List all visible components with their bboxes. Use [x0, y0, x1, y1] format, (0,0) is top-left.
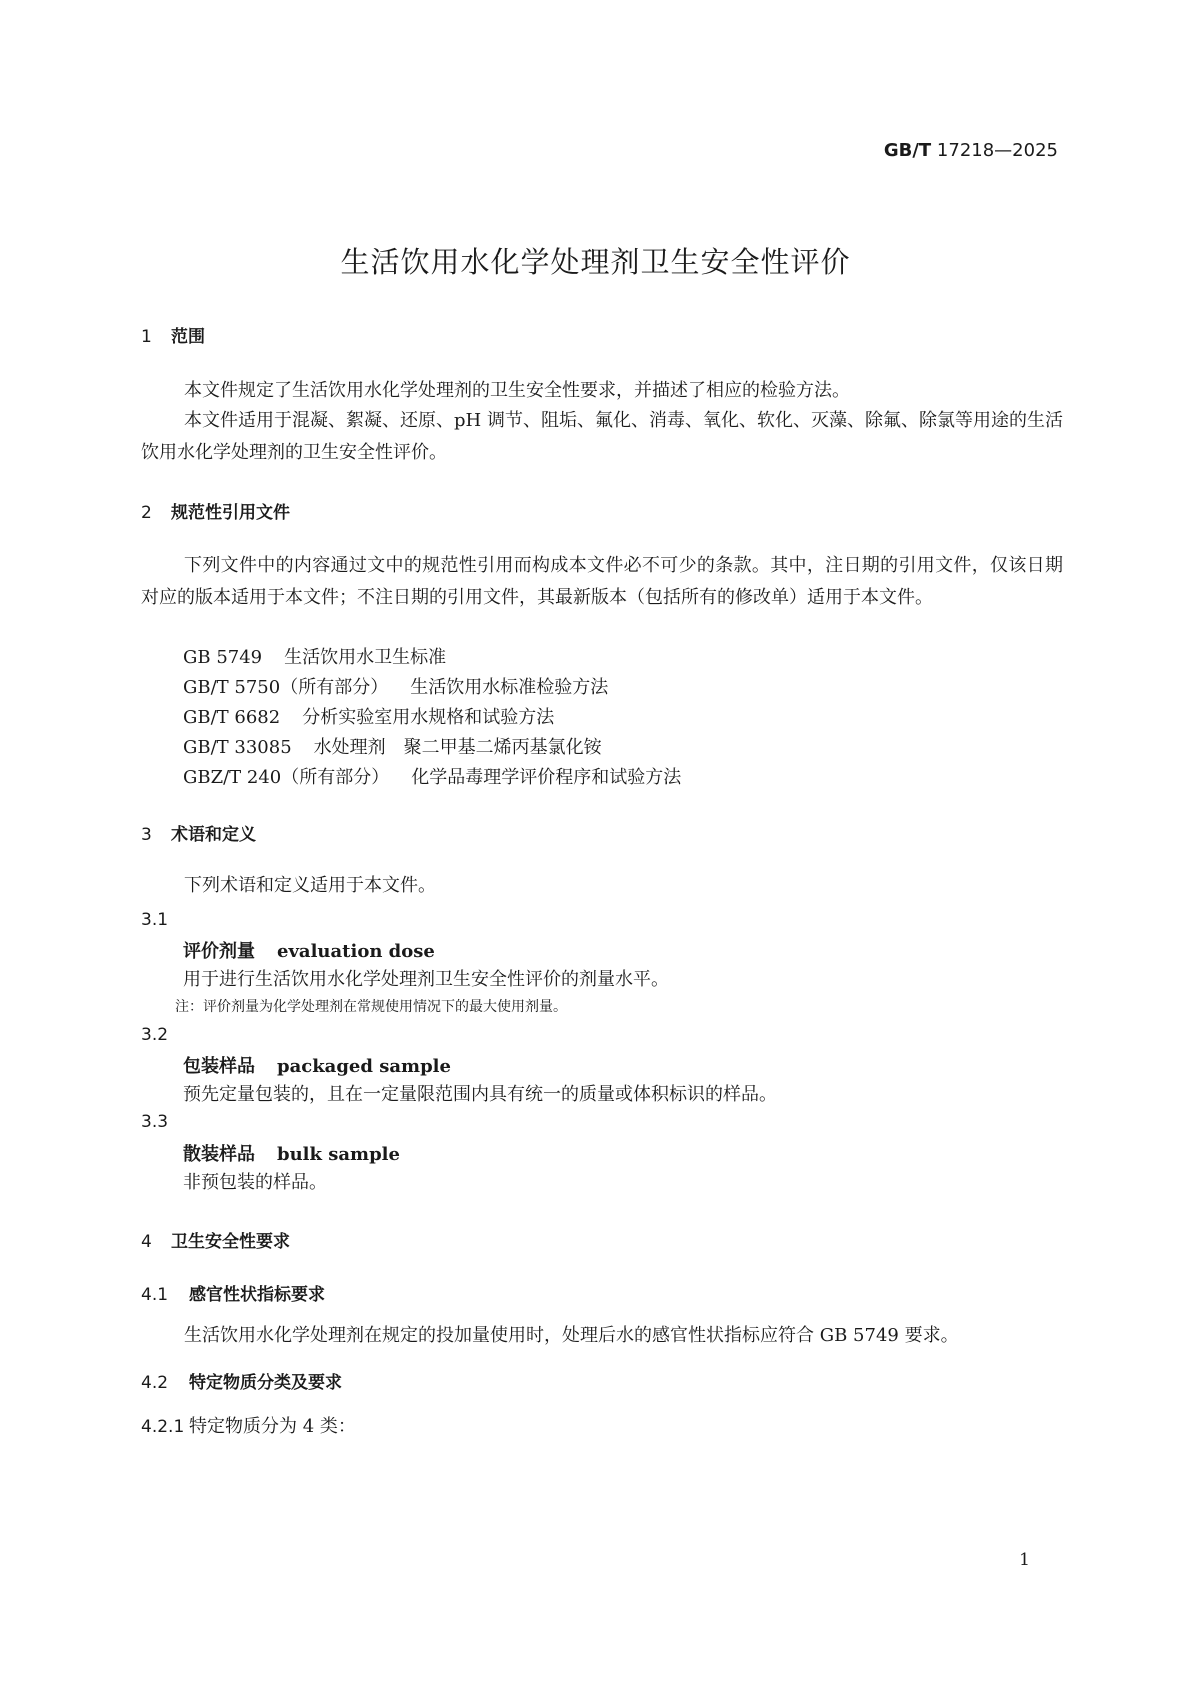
- term-name-cn: 包装样品: [183, 1056, 255, 1077]
- reference-item: [183, 643, 446, 669]
- section-2-paragraph-1: 下列文件中的内容通过文中的规范性引用而构成本文件必不可少的条款。其中，注日期的引用文件，仅该日期对应的版本适用于本文件；不注日期的引用文件，其最新版本（包括所有的修改单）适用于本文件。: [141, 555, 1063, 608]
- reference-code: GB/T 5750（所有部分）: [183, 677, 389, 698]
- reference-title: 分析实验室用水规格和试验方法: [302, 707, 555, 728]
- document-title: 生活饮用水化学处理剂卫生安全性评价: [340, 245, 851, 279]
- section-2-heading: [141, 498, 290, 523]
- section-1-paragraph-1: 本文件规定了生活饮用水化学处理剂的卫生安全性要求，并描述了相应的检验方法。: [184, 380, 850, 401]
- term-definition: 用于进行生活饮用水化学处理剂卫生安全性评价的剂量水平。: [183, 969, 669, 990]
- subsection-number: 4.2: [141, 1373, 169, 1393]
- term-definition: 非预包装的样品。: [183, 1172, 327, 1193]
- reference-item: [183, 733, 602, 759]
- section-title: 卫生安全性要求: [171, 1232, 290, 1252]
- term-name-en: packaged sample: [277, 1056, 451, 1077]
- term-note: 注：评价剂量为化学处理剂在常规使用情况下的最大使用剂量。: [175, 999, 567, 1015]
- term-name: [183, 937, 435, 963]
- section-3-heading: [141, 820, 256, 845]
- term-name: [183, 1140, 400, 1166]
- clause-text: 特定物质分为 4 类：: [189, 1416, 356, 1437]
- reference-item: [183, 673, 608, 699]
- term-name-cn: 散装样品: [183, 1144, 255, 1165]
- section-number: 2: [141, 503, 152, 523]
- term-number: 3.1: [141, 910, 169, 930]
- reference-title: 化学品毒理学评价程序和试验方法: [411, 767, 682, 788]
- term-definition: 预先定量包装的，且在一定量限范围内具有统一的质量或体积标识的样品。: [183, 1084, 777, 1105]
- subsection-title: 感官性状指标要求: [189, 1285, 325, 1305]
- section-1-paragraph-2: 本文件适用于混凝、絮凝、还原、pH 调节、阻垢、氟化、消毒、氧化、软化、灭藻、除氟、除氯等用途的生活饮用水化学处理剂的卫生安全性评价。: [141, 410, 1063, 463]
- section-number: 3: [141, 825, 152, 845]
- reference-code: GB/T 33085: [183, 737, 292, 758]
- section-4-heading: [141, 1227, 290, 1252]
- standard-code-number: 17218—2025: [936, 140, 1058, 161]
- section-number: 1: [141, 327, 152, 347]
- page-number: 1: [1019, 1550, 1030, 1570]
- subsection-title: 特定物质分类及要求: [189, 1373, 342, 1393]
- subsection-4-1-heading: [141, 1280, 325, 1305]
- subsection-4-1-paragraph: 生活饮用水化学处理剂在规定的投加量使用时，处理后水的感官性状指标应符合 GB 5749 要求。: [184, 1325, 959, 1346]
- subsection-number: 4.1: [141, 1285, 169, 1305]
- clause-number: 4.2.1: [141, 1417, 185, 1437]
- section-number: 4: [141, 1232, 152, 1252]
- term-name-en: bulk sample: [277, 1144, 400, 1165]
- section-3-intro: 下列术语和定义适用于本文件。: [184, 875, 436, 896]
- reference-title: 生活饮用水标准检验方法: [410, 677, 609, 698]
- standard-code: [884, 140, 1058, 161]
- term-name: [183, 1052, 451, 1078]
- reference-title: 生活饮用水卫生标准: [284, 647, 447, 668]
- reference-code: GBZ/T 240（所有部分）: [183, 767, 390, 788]
- term-number: 3.3: [141, 1112, 169, 1132]
- subsection-4-2-heading: [141, 1368, 342, 1393]
- term-name-en: evaluation dose: [277, 941, 435, 962]
- section-title: 范围: [171, 327, 205, 347]
- reference-item: [183, 703, 554, 729]
- reference-code: GB/T 6682: [183, 707, 281, 728]
- reference-item: [183, 763, 681, 789]
- term-name-cn: 评价剂量: [183, 941, 255, 962]
- section-title: 术语和定义: [171, 825, 256, 845]
- term-number: 3.2: [141, 1025, 169, 1045]
- reference-title: 水处理剂 聚二甲基二烯丙基氯化铵: [313, 737, 602, 758]
- clause-4-2-1: [141, 1412, 356, 1438]
- section-1-heading: [141, 322, 205, 347]
- section-title: 规范性引用文件: [171, 503, 290, 523]
- standard-code-prefix: GB/T: [883, 140, 932, 161]
- reference-code: GB 5749: [183, 647, 263, 668]
